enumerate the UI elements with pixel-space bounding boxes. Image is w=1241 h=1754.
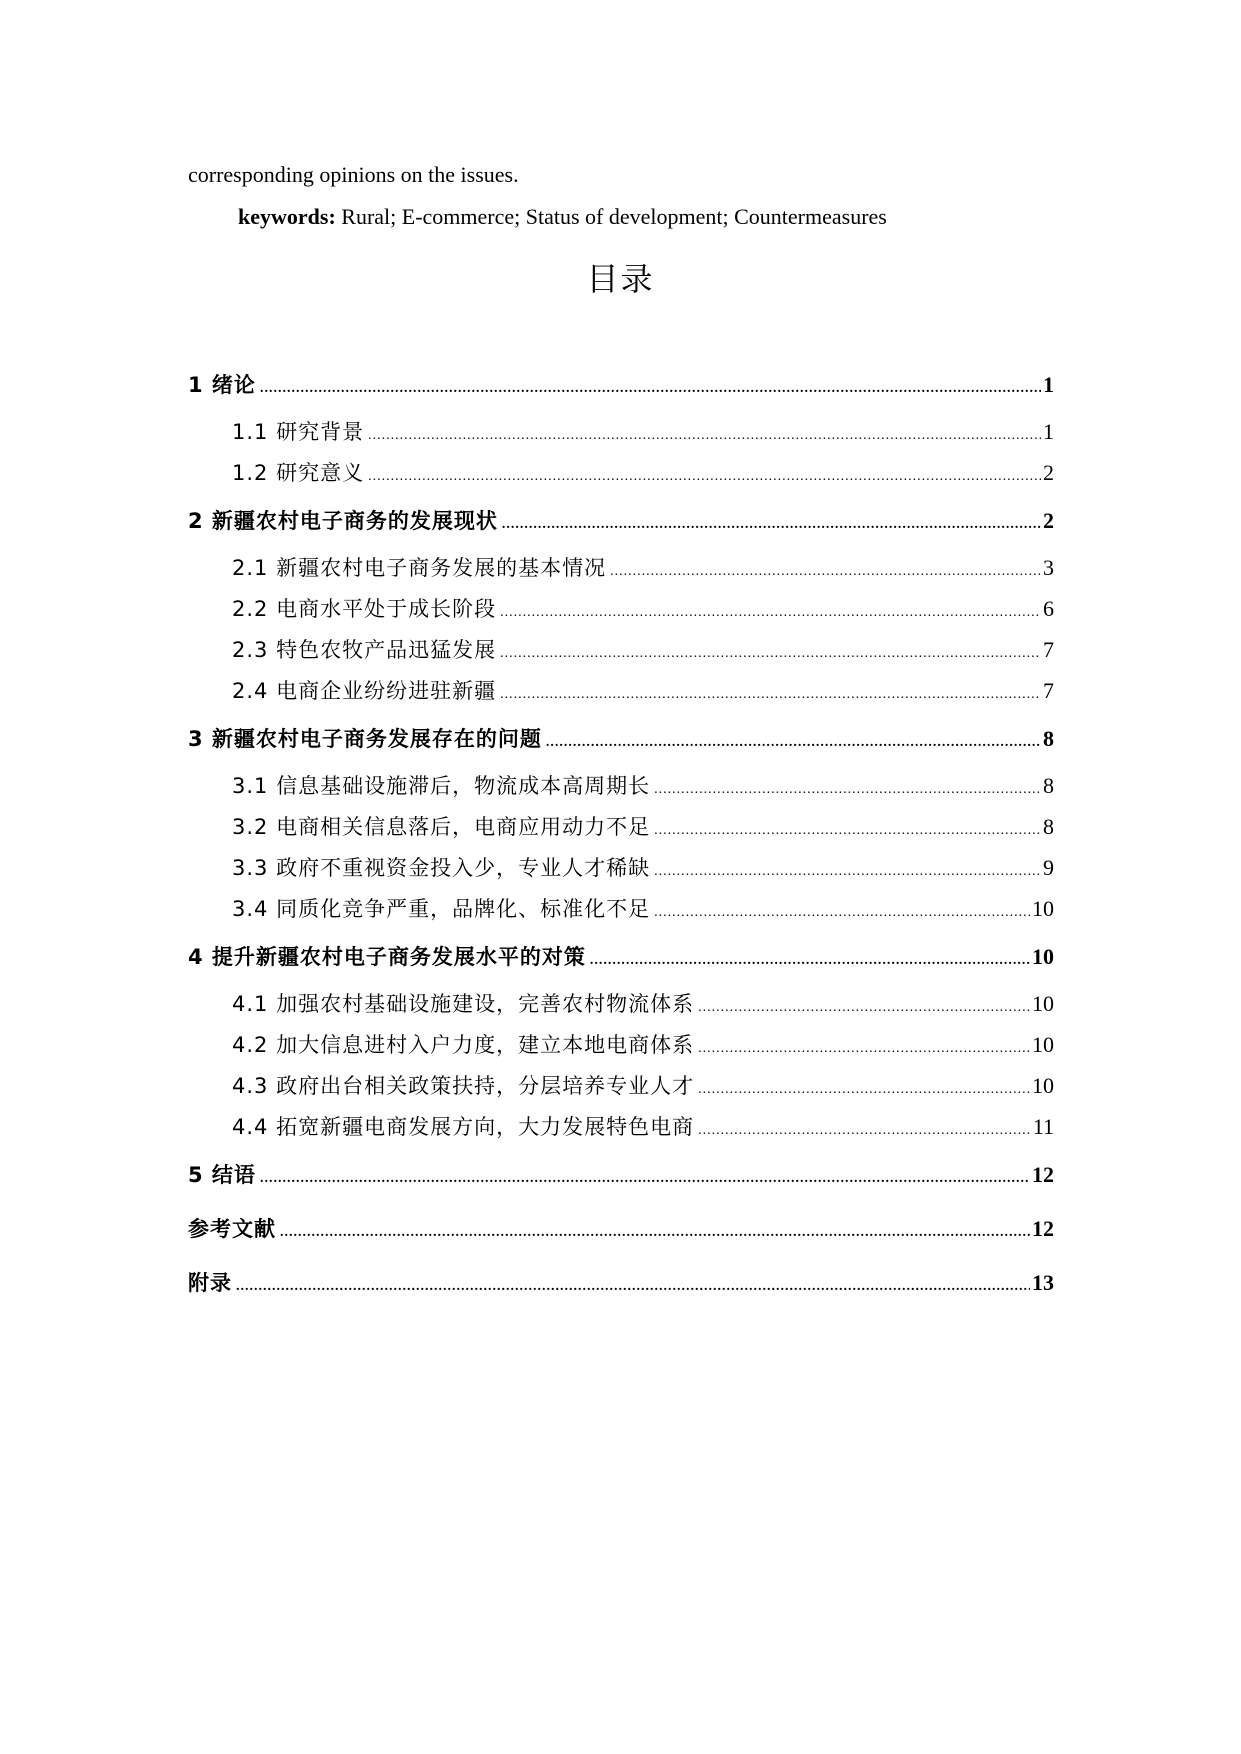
toc-page-number: 7 <box>1043 678 1054 703</box>
toc-entry-section-2-2[interactable] <box>232 594 1054 624</box>
toc-entry-text: 1.1 研究背景 <box>232 420 365 444</box>
toc-page-number: 1 <box>1043 372 1054 397</box>
toc-entry-section-4-3[interactable] <box>232 1071 1054 1101</box>
toc-page-number: 12 <box>1032 1216 1054 1241</box>
toc-leader-dots <box>368 421 1041 451</box>
toc-entry-text: 2.1 新疆农村电子商务发展的基本情况 <box>232 556 607 580</box>
toc-entry-section-3-3[interactable] <box>232 853 1054 883</box>
toc-page-number: 12 <box>1032 1162 1054 1187</box>
toc-leader-dots <box>502 510 1041 540</box>
toc-entry-chapter-4[interactable] <box>188 942 1054 972</box>
toc-entry-section-1-1[interactable] <box>232 417 1054 447</box>
keywords-text: Rural; E-commerce; Status of development; Countermeasures <box>335 204 887 229</box>
toc-leader-dots <box>698 993 1030 1023</box>
toc-leader-dots <box>654 898 1030 928</box>
toc-page-number: 2 <box>1043 508 1054 533</box>
toc-leader-dots <box>654 775 1041 805</box>
toc-page-number: 8 <box>1043 726 1054 751</box>
toc-page-number: 13 <box>1032 1270 1054 1295</box>
toc-leader-dots <box>654 816 1041 846</box>
keywords-line <box>238 202 887 232</box>
abstract-last-line: corresponding opinions on the issues. <box>188 162 519 187</box>
toc-leader-dots <box>546 728 1041 758</box>
toc-entry-appendix[interactable] <box>188 1268 1054 1298</box>
toc-entry-text: 3.1 信息基础设施滞后，物流成本高周期长 <box>232 774 651 798</box>
toc-entry-text: 4 提升新疆农村电子商务发展水平的对策 <box>188 945 586 969</box>
toc-page-number: 10 <box>1032 991 1054 1016</box>
toc-entry-section-4-4[interactable] <box>232 1112 1054 1142</box>
toc-entry-text: 4.4 拓宽新疆电商发展方向，大力发展特色电商 <box>232 1115 695 1139</box>
toc-entry-text: 参考文献 <box>188 1217 276 1241</box>
toc-leader-dots <box>500 598 1041 628</box>
toc-leader-dots <box>698 1116 1031 1146</box>
keywords-label: keywords: <box>238 204 336 229</box>
toc-leader-dots <box>500 639 1041 669</box>
toc-leader-dots <box>500 680 1041 710</box>
toc-page-number: 6 <box>1043 596 1054 621</box>
toc-entry-chapter-3[interactable] <box>188 724 1054 754</box>
toc-leader-dots <box>260 1164 1030 1194</box>
toc-entry-section-2-4[interactable] <box>232 676 1054 706</box>
toc-page-number: 9 <box>1043 855 1054 880</box>
toc-entry-section-3-1[interactable] <box>232 771 1054 801</box>
toc-entry-text: 2.2 电商水平处于成长阶段 <box>232 597 497 621</box>
toc-entry-section-3-2[interactable] <box>232 812 1054 842</box>
toc-entry-chapter-1[interactable] <box>188 370 1054 400</box>
toc-entry-text: 1 绪论 <box>188 373 256 397</box>
toc-entry-references[interactable] <box>188 1214 1054 1244</box>
toc-entry-text: 3.3 政府不重视资金投入少，专业人才稀缺 <box>232 856 651 880</box>
toc-entry-text: 2 新疆农村电子商务的发展现状 <box>188 509 498 533</box>
toc-entry-section-2-1[interactable] <box>232 553 1054 583</box>
toc-page-number: 10 <box>1032 1032 1054 1057</box>
toc-page-number: 2 <box>1043 460 1054 485</box>
toc-entry-chapter-5[interactable] <box>188 1160 1054 1190</box>
toc-page-number: 10 <box>1032 944 1054 969</box>
toc-page-number: 10 <box>1032 896 1054 921</box>
toc-leader-dots <box>654 857 1041 887</box>
toc-entry-text: 2.3 特色农牧产品迅猛发展 <box>232 638 497 662</box>
toc-entry-text: 附录 <box>188 1271 232 1295</box>
toc-entry-section-3-4[interactable] <box>232 894 1054 924</box>
toc-page-number: 7 <box>1043 637 1054 662</box>
toc-entry-section-4-1[interactable] <box>232 989 1054 1019</box>
toc-page-number: 8 <box>1043 814 1054 839</box>
toc-leader-dots <box>698 1034 1030 1064</box>
toc-title: 目录 <box>586 260 655 298</box>
toc-page-number: 11 <box>1032 1114 1054 1139</box>
toc-page-number: 10 <box>1032 1073 1054 1098</box>
toc-entry-section-4-2[interactable] <box>232 1030 1054 1060</box>
toc-page-number: 1 <box>1043 419 1054 444</box>
toc-page-number: 3 <box>1043 555 1054 580</box>
toc-entry-section-1-2[interactable] <box>232 458 1054 488</box>
toc-entry-text: 4.1 加强农村基础设施建设，完善农村物流体系 <box>232 992 695 1016</box>
toc-entry-text: 3.2 电商相关信息落后，电商应用动力不足 <box>232 815 651 839</box>
toc-page-number: 8 <box>1043 773 1054 798</box>
toc-leader-dots <box>260 374 1041 404</box>
toc-entry-text: 4.3 政府出台相关政策扶持，分层培养专业人才 <box>232 1074 695 1098</box>
toc-leader-dots <box>280 1218 1030 1248</box>
toc-entry-text: 1.2 研究意义 <box>232 461 365 485</box>
toc-leader-dots <box>590 946 1030 976</box>
toc-entry-text: 3 新疆农村电子商务发展存在的问题 <box>188 727 542 751</box>
toc-leader-dots <box>368 462 1041 492</box>
toc-entry-section-2-3[interactable] <box>232 635 1054 665</box>
toc-entry-text: 2.4 电商企业纷纷进驻新疆 <box>232 679 497 703</box>
toc-leader-dots <box>698 1075 1030 1105</box>
toc-entry-text: 3.4 同质化竞争严重，品牌化、标准化不足 <box>232 897 651 921</box>
toc-entry-chapter-2[interactable] <box>188 506 1054 536</box>
toc-leader-dots <box>610 557 1041 587</box>
toc-entry-text: 5 结语 <box>188 1163 256 1187</box>
toc-leader-dots <box>236 1272 1030 1302</box>
toc-entry-text: 4.2 加大信息进村入户力度，建立本地电商体系 <box>232 1033 695 1057</box>
